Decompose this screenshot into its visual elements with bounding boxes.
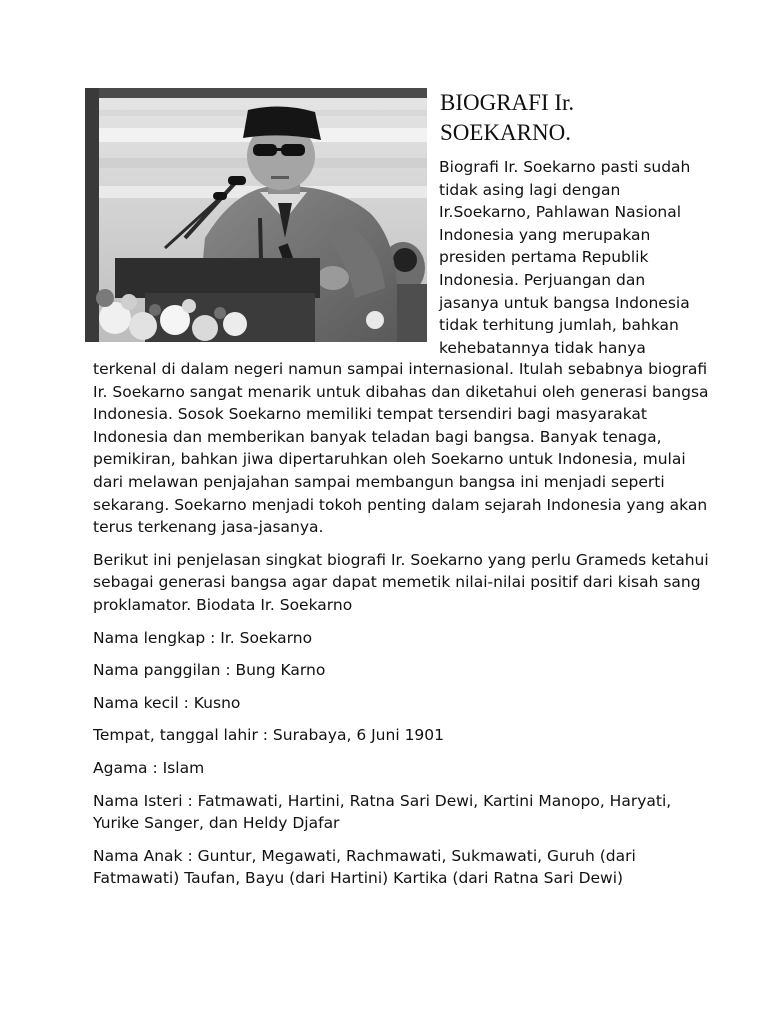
text-line: Indonesia. Sosok Soekarno memiliki tempat tersendiri bagi masyarakat <box>93 405 647 424</box>
text-line: Ir. Soekarno sangat menarik untuk dibahas dan diketahui oleh generasi bangsa <box>93 382 709 401</box>
text-line: Indonesia. Perjuangan dan <box>439 270 646 289</box>
text-line: proklamator. Biodata Ir. Soekarno <box>93 595 353 614</box>
text-line: Agama : Islam <box>93 758 205 777</box>
document-title <box>440 88 680 148</box>
text-line: dari melawan penjajahan sampai membangun bangsa ini menjadi seperti <box>93 472 665 491</box>
text-line: presiden pertama Republik <box>439 248 649 267</box>
text-line: Tempat, tanggal lahir : Surabaya, 6 Juni 1901 <box>93 726 445 745</box>
text-line: pemikiran, bahkan jiwa dipertaruhkan oleh Soekarno untuk Indonesia, mulai <box>93 450 686 469</box>
intro-paragraph <box>439 156 691 359</box>
text-line: Berikut ini penjelasan singkat biografi Ir. Soekarno yang perlu Grameds ketahui <box>93 550 709 569</box>
biodata-nama-panggilan <box>93 659 683 682</box>
body-text <box>93 358 709 900</box>
biodata-nama-lengkap <box>93 627 683 650</box>
text-line: tidak asing lagi dengan <box>439 180 621 199</box>
text-line: kehebatannya tidak hanya <box>439 338 646 357</box>
biodata-nama-kecil <box>93 692 683 715</box>
text-line: terus terkenang jasa-jasanya. <box>93 518 324 537</box>
text-line: Fatmawati) Taufan, Bayu (dari Hartini) Kartika (dari Ratna Sari Dewi) <box>93 869 624 888</box>
text-line: Nama Anak : Guntur, Megawati, Rachmawati, Sukmawati, Guruh (dari <box>93 846 636 865</box>
biodata-agama <box>93 757 683 780</box>
biodata-nama-anak <box>93 845 683 890</box>
paragraph-2 <box>93 549 709 617</box>
text-line: Nama Isteri : Fatmawati, Hartini, Ratna Sari Dewi, Kartini Manopo, Haryati, <box>93 791 672 810</box>
text-line: jasanya untuk bangsa Indonesia <box>439 293 690 312</box>
paragraph-1 <box>93 358 709 539</box>
text-line: Yurike Sanger, dan Heldy Djafar <box>93 814 340 833</box>
text-line: terkenal di dalam negeri namun sampai internasional. Itulah sebabnya biografi <box>93 360 708 378</box>
text-line: Indonesia dan memberikan banyak teladan bagi bangsa. Banyak tenaga, <box>93 427 662 446</box>
text-line: Ir.Soekarno, Pahlawan Nasional <box>439 203 682 222</box>
biodata-nama-isteri <box>93 790 683 835</box>
title-line: SOEKARNO. <box>440 120 571 145</box>
text-line: Nama kecil : Kusno <box>93 693 241 712</box>
title-line: BIOGRAFI Ir. <box>440 90 575 115</box>
text-line: Biografi Ir. Soekarno pasti sudah <box>439 158 691 176</box>
portrait-photo <box>85 88 427 342</box>
text-line: tidak terhitung jumlah, bahkan <box>439 316 679 335</box>
text-line: Nama lengkap : Ir. Soekarno <box>93 628 313 647</box>
biodata-tempat-lahir <box>93 724 683 747</box>
text-line: sekarang. Soekarno menjadi tokoh penting dalam sejarah Indonesia yang akan <box>93 495 708 514</box>
text-line: Indonesia yang merupakan <box>439 225 651 244</box>
text-line: Nama panggilan : Bung Karno <box>93 661 326 680</box>
text-line: sebagai generasi bangsa agar dapat memetik nilai-nilai positif dari kisah sang <box>93 573 701 592</box>
